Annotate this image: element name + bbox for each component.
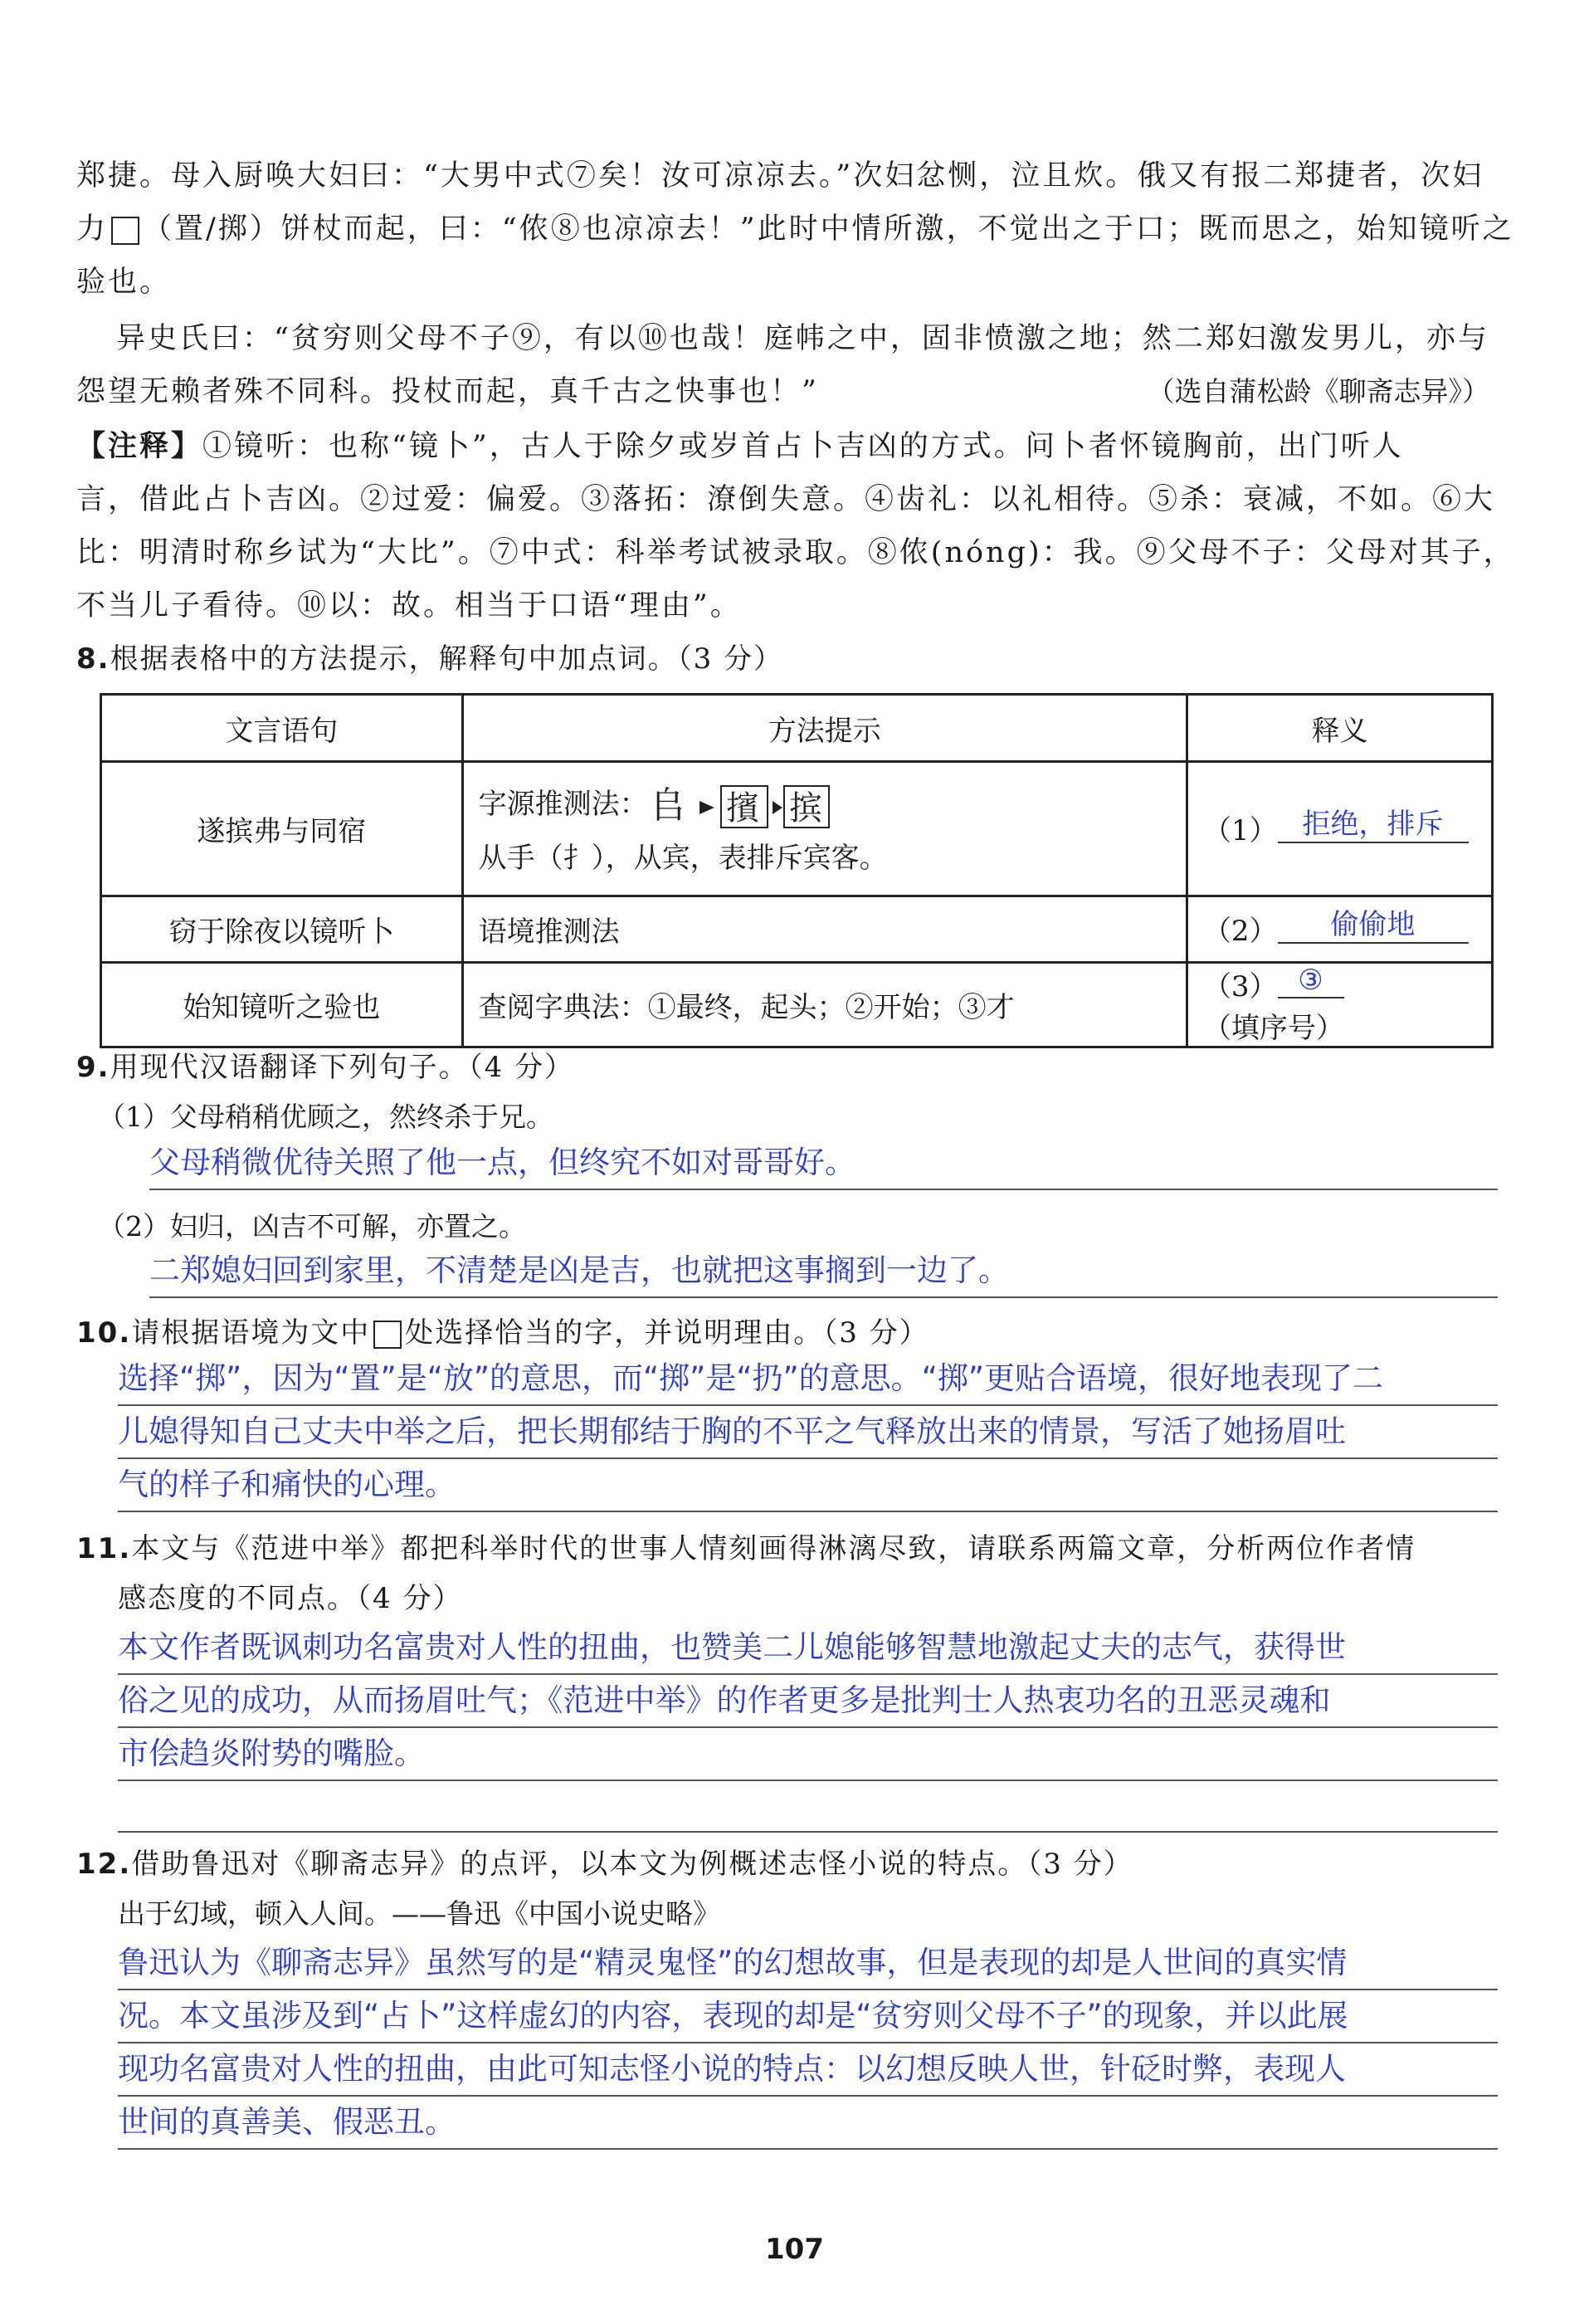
summary-answer-line: 世间的真善美、假恶丑。 bbox=[118, 2097, 1498, 2150]
question-number: 9. bbox=[76, 1051, 110, 1084]
translate-prompt: （1）父母稍稍优顾之，然终杀于兄。 bbox=[98, 1101, 553, 1133]
reason-answer-line: 选择“掷”，因为“置”是“放”的意思，而“掷”是“扔”的意思。“掷”更贴合语境，很好地表现了二 bbox=[118, 1353, 1498, 1406]
table-row bbox=[101, 762, 1493, 896]
table-row bbox=[101, 896, 1493, 963]
question-11 bbox=[76, 1524, 1416, 1574]
method-cell: 查阅字典法：①最终，起头；②开始；③才 bbox=[462, 963, 1187, 1047]
summary-answer-line: 况。本文虽涉及到“占卜”这样虚幻的内容，表现的却是“贫穷则父母不子”的现象，并以此展 bbox=[118, 1990, 1498, 2043]
question-11-cont: 感态度的不同点。（4 分） bbox=[118, 1582, 463, 1615]
translate-answer: 父母稍微优待关照了他一点，但终究不如对哥哥好。 bbox=[149, 1137, 1498, 1190]
answer-value: 拒绝，排斥 bbox=[1278, 801, 1469, 843]
passage-line-prefix: 力 bbox=[76, 212, 109, 246]
answer-num: （2） bbox=[1202, 915, 1278, 948]
answer-value: ③ bbox=[1278, 964, 1344, 998]
notes-line bbox=[76, 422, 1512, 471]
svg-text:摈: 摈 bbox=[788, 788, 822, 828]
question-text: 本文与《范进中举》都把科举时代的世事人情刻画得淋漓尽致，请联系两篇文章，分析两位作者情 bbox=[131, 1532, 1416, 1565]
page-number: 107 bbox=[765, 2233, 824, 2266]
passage-line: 验也。 bbox=[76, 266, 172, 299]
analysis-answer-line: 市侩趋炎附势的嘴脸。 bbox=[118, 1728, 1498, 1781]
table-header: 文言语句 bbox=[101, 695, 463, 762]
table-header: 释义 bbox=[1187, 695, 1492, 762]
lu-xun-quote: 出于幻域，顿入人间。——鲁迅《中国小说史略》 bbox=[118, 1897, 720, 1930]
analysis-answer-line: 本文作者既讽刺功名富贵对人性的扭曲，也赞美二儿媳能够智慧地激起丈夫的志气，获得世 bbox=[118, 1622, 1498, 1675]
comment-line: 异史氏曰：“贫穷则父母不子⑨，有以⑩也哉！庭帏之中，固非愤激之地；然二郑妇激发男儿，亦与 bbox=[116, 322, 1489, 355]
summary-answer-line: 鲁迅认为《聊斋志异》虽然写的是“精灵鬼怪”的幻想故事，但是表现的却是人世间的真实情 bbox=[118, 1937, 1498, 1990]
question-text: 请根据语境为文中 bbox=[131, 1316, 371, 1350]
notes-label: 【注释】 bbox=[76, 429, 203, 463]
question-number: 10. bbox=[76, 1316, 132, 1350]
sentence-cell: 始知镜听之验也 bbox=[101, 963, 463, 1047]
blank-answer-line bbox=[118, 1831, 1498, 1833]
answer-suffix: （填序号） bbox=[1202, 1012, 1344, 1045]
summary-answer-line: 现功名富贵对人性的扭曲，由此可知志怪小说的特点：以幻想反映人世，针砭时弊，表现人 bbox=[118, 2043, 1498, 2097]
svg-text:𠂤: 𠂤 bbox=[649, 784, 686, 827]
answer-value: 偷偷地 bbox=[1278, 901, 1469, 944]
method-text: 字源推测法： bbox=[478, 787, 648, 821]
notes-line: 不当儿子看待。⑩以：故。相当于口语“理由”。 bbox=[76, 589, 742, 622]
notes-line: 比：明清时称乡试为“大比”。⑦中式：科举考试被录取。⑧侬(nóng)：我。⑨父母不子：父母对其子， bbox=[76, 536, 1515, 569]
analysis-answer-line: 俗之见的成功，从而扬眉吐气；《范进中举》的作者更多是批判士人热衷功名的丑恶灵魂和 bbox=[118, 1675, 1498, 1728]
comment-line: 怨望无赖者殊不同科。投杖而起，真千古之快事也！” bbox=[76, 375, 819, 408]
source-citation: （选自蒲松龄《聊斋志异》） bbox=[1147, 375, 1489, 408]
methods-table bbox=[100, 693, 1494, 1048]
table-header-row bbox=[101, 695, 1493, 762]
svg-text:擯: 擯 bbox=[725, 788, 759, 828]
question-10 bbox=[76, 1308, 929, 1358]
question-number: 11. bbox=[76, 1532, 132, 1565]
answer-num: （3） bbox=[1202, 970, 1278, 1003]
answer-cell bbox=[1187, 963, 1492, 1047]
glyph-evolution-icon bbox=[648, 783, 831, 829]
blank-box bbox=[111, 217, 139, 245]
table-row bbox=[101, 963, 1493, 1047]
notes-text: ①镜听：也称“镜卜”，古人于除夕或岁首占卜吉凶的方式。问卜者怀镜胸前，出门听人 bbox=[202, 430, 1404, 463]
question-text: 处选择恰当的字，并说明理由。（3 分） bbox=[405, 1316, 929, 1350]
table-header: 方法提示 bbox=[462, 695, 1187, 762]
blank-box bbox=[373, 1321, 402, 1349]
reason-answer-line: 气的样子和痛快的心理。 bbox=[118, 1459, 1498, 1512]
method-cell: 语境推测法 bbox=[462, 896, 1187, 963]
question-9 bbox=[76, 1042, 574, 1092]
method-cell bbox=[462, 762, 1187, 896]
sentence-cell: 遂摈弗与同宿 bbox=[101, 762, 463, 896]
notes-line: 言，借此占卜吉凶。②过爱：偏爱。③落拓：潦倒失意。④齿礼：以礼相待。⑤杀：衰减，不如。⑥大 bbox=[76, 483, 1496, 516]
question-text: 用现代汉语翻译下列句子。（4 分） bbox=[110, 1051, 575, 1084]
question-number: 12. bbox=[76, 1848, 132, 1881]
method-detail: 从手（扌），从宾，表排斥宾客。 bbox=[478, 841, 888, 875]
passage-line-rest: （置/掷）饼杖而起，曰：“侬⑧也凉凉去！”此时中情所激，不觉出之于口；既而思之，始知镜听之 bbox=[143, 212, 1514, 246]
question-text: 根据表格中的方法提示，解释句中加点词。（3 分） bbox=[110, 642, 784, 676]
question-number: 8. bbox=[76, 642, 110, 676]
answer-num: （1） bbox=[1202, 814, 1278, 847]
translate-prompt: （2）妇归，凶吉不可解，亦置之。 bbox=[98, 1210, 526, 1243]
question-text: 借助鲁迅对《聊斋志异》的点评，以本文为例概述志怪小说的特点。（3 分） bbox=[131, 1848, 1133, 1881]
question-8 bbox=[76, 634, 783, 684]
translate-answer: 二郑媳妇回到家里，不清楚是凶是吉，也就把这事搁到一边了。 bbox=[149, 1245, 1498, 1298]
question-12 bbox=[76, 1839, 1133, 1889]
passage-line bbox=[76, 204, 1512, 254]
answer-cell bbox=[1187, 762, 1492, 896]
answer-cell bbox=[1187, 896, 1492, 963]
passage-line: 郑捷。母入厨唤大妇曰：“大男中式⑦矣！汝可凉凉去。”次妇忿恻，泣且炊。俄又有报二郑捷者，次妇 bbox=[76, 159, 1484, 193]
reason-answer-line: 儿媳得知自己丈夫中举之后，把长期郁结于胸的不平之气释放出来的情景，写活了她扬眉吐 bbox=[118, 1406, 1498, 1459]
sentence-cell: 窃于除夜以镜听卜 bbox=[101, 896, 463, 963]
